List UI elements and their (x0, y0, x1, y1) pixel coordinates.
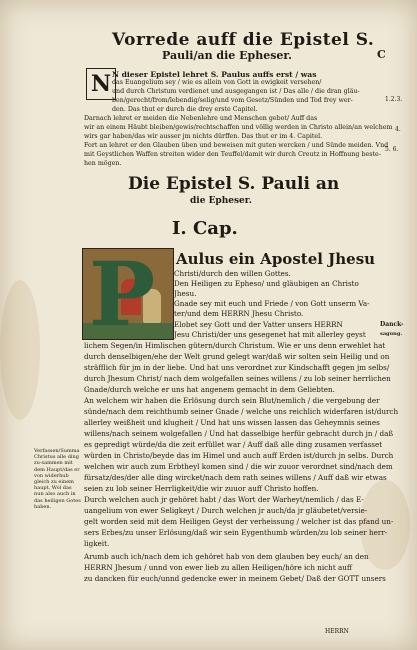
intro-line: wir an einem Häubt bleiben/gewis/rechtschaffen und völlig werden in Christo allein/an welchem (84, 124, 393, 131)
intro-line: und durch Christum verdienet und ausgegangen ist / Das alle / die dran gläu- (112, 88, 360, 95)
text-line: fürsatz/des/der alle ding wircket/nach dem rath seines willens / Auff daß wir etwas (84, 473, 387, 482)
intro-line: Darnach lehret er meiden die Nebenlehre und Menschen gebot/ Auff das (84, 115, 318, 122)
text-line: sers Erbes/zu unser Erlösung/daß wir sein Eygenthumb würden/zu lob seiner herr- (84, 528, 388, 537)
margin-ref: 1.2.3. (385, 96, 403, 103)
text-line: zu dancken für euch/unnd gedencke ewer in meinem Gebet/ Daß der GOTT unsers (84, 574, 386, 583)
text-line: ter/und dem HERRN Jhesu Christo. (174, 309, 304, 318)
text-line: willens/nach seinem wolgefallen / Und hat dasselbige herfür gebracht durch jn / daß (84, 429, 394, 438)
intro-line: das Euangelium sey / wie es allein von Gott in ewigkeit versehen/ (112, 79, 322, 86)
preface-subtitle: Pauli/an die Epheser. (162, 49, 293, 62)
text-line: seien zu lob seiner Herrligkeit/die wir zuuor auff Christo hoffen. (84, 484, 319, 493)
preface-title: Vorrede auff die Epistel S. (112, 30, 375, 50)
paper-stain (0, 280, 40, 420)
text-line: Jesu Christi/der uns gesegenet hat mit allerley geyst (174, 330, 366, 339)
intro-line: wirs gar haben/das wir ausser jm nichts dürffen. Das thut er im 4. Capitel. (84, 133, 323, 140)
text-line: Durch welchen auch jr gehöret habt / das Wort der Warheyt/nemlich / das E- (84, 495, 364, 504)
intro-line: hen mögen. (84, 160, 122, 167)
intro-line: Fort an lehret er den Glauben üben und beweisen mit guten wercken / und Sünde meiden. Vnd (84, 142, 389, 149)
text-line: es gepredigt würde/da die zeit erfüllet war / Auff daß alle ding zusamen verfasset (84, 440, 383, 449)
text-line: gelt worden seid mit dem Heiligen Geyst der verheissung / welcher ist das pfand un- (84, 517, 394, 526)
text-line: welchen wir auch zum Erbtheyl komen sind / die wir zuuor verordnet sind/nach dem (84, 462, 393, 471)
margin-ref: 4. (395, 126, 401, 133)
text-line: sünde/nach dem reichthumb seiner Gnade / welche uns reichlich widerfaren ist/durch (84, 407, 399, 416)
epistle-heading: Die Epistel S. Pauli an (128, 174, 340, 194)
text-line: An welchem wir haben die Erlösung durch sein Blut/nemlich / die vergebung der (84, 396, 380, 405)
intro-initial: N (86, 68, 116, 100)
margin-ref: 5. 6. (385, 146, 399, 153)
margin-note: Verfassen/Summa Christus alle ding zu-sammen mit dem Haupt/das er von widerhub gleich zu einem haupt, Wol das nun also auch in das heiligen Gotes haben. (34, 448, 81, 510)
text-line: Gnade/durch welche er uns hat angenem gemacht in dem Geliebten. (84, 385, 335, 394)
epistle-subheading: die Epheser. (190, 196, 252, 206)
dropcap-letter: P (89, 248, 156, 340)
side-note: Danck- (380, 321, 404, 328)
catchword: HERRN (325, 628, 349, 635)
side-note: sagung. (380, 331, 403, 337)
chapter-heading: I. Cap. (172, 218, 238, 239)
text-line: Den Heiligen zu Epheso/ und gläubigen an Christo (174, 279, 359, 288)
text-line: Elobet sey Gott und der Vatter unsers HERRN (174, 320, 343, 329)
text-line: allerley weißheit und klugheit / Und hat uns wissen lassen das Geheymnis seines (84, 418, 380, 427)
text-line: Christi/durch den willen Gottes. (174, 269, 291, 278)
text-line: uangelium von ewer Seligkeyt / Durch welchen jr auch/da jr gläubetet/versie- (84, 506, 368, 515)
illuminated-initial (82, 248, 174, 340)
section-mark: C (377, 48, 386, 61)
text-line: durch Jhesum Christ/ nach dem wolgefallen seines willens / zu lob seiner herrlichen (84, 374, 391, 383)
intro-line: N dieser Epistel lehret S. Paulus auffs erst / was (112, 70, 317, 79)
chapter-first-line: Aulus ein Apostel Jhesu (176, 250, 376, 268)
text-line: durch denselbigen/ehe der Welt grund gelegt war/daß wir solten sein Heilig und on (84, 352, 390, 361)
text-line: sträfflich für jm in der liebe. Und hat uns verordnet zur Kindschafft gegen jm selbs/ (84, 363, 390, 372)
intro-line: den. Das thut er durch die drey erste Capitel. (112, 106, 258, 113)
intro-line: mit Geystlichen Waffen streiten wider den Teuffel/damit wir durch Creutz in Hoffnung beste- (84, 151, 381, 158)
text-line: würden in Christo/beyde das im Himel und auch auff Erden ist/durch jn selbs. Durch (84, 451, 394, 460)
text-line: Gnade sey mit euch und Friede / von Gott unserm Va- (174, 299, 370, 308)
text-line: Jhesu. (174, 289, 197, 298)
text-line: Arumb auch ich/nach dem ich gehöret hab von dem glauben bey euch/ an den (84, 552, 369, 561)
intro-line: ben/gerecht/from/lebendig/selig/und vom Gesetz/Sünden und Tod frey wer- (112, 97, 353, 104)
text-line: ligkeit. (84, 539, 110, 548)
text-line: HERRN Jhesum / unnd von ewer lieb zu allen Heiligen/höre ich nicht auff (84, 563, 353, 572)
text-line: lichem Segen/in Himlischen gütern/durch Christum. Wie er uns denn erwehlet hat (84, 341, 386, 350)
